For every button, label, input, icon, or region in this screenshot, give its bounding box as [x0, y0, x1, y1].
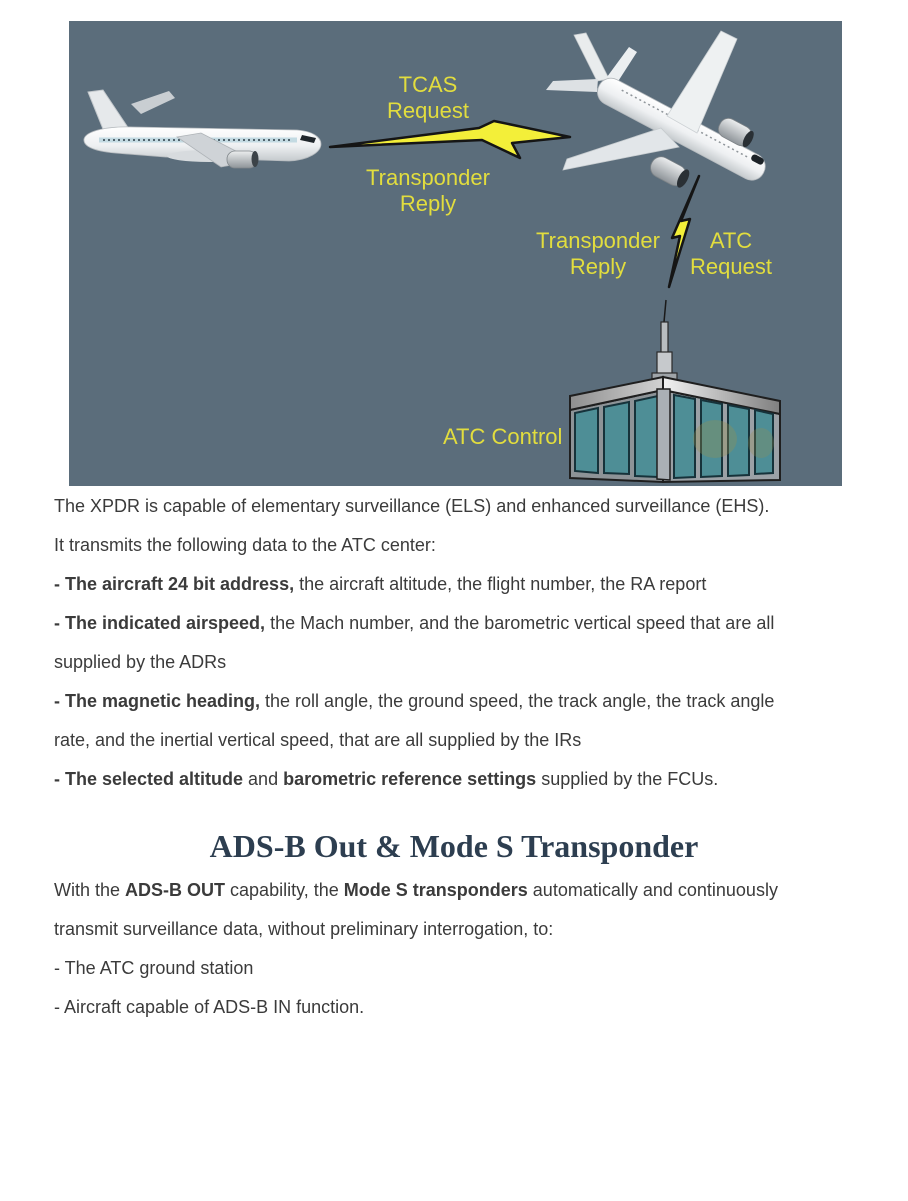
text-segment: supplied by the ADRs — [54, 652, 227, 672]
text-segment: The XPDR is capable of elementary surveillance (ELS) and enhanced surveillance (EHS). — [54, 496, 770, 516]
text-segment: capability, the — [225, 880, 344, 900]
label-atc-request-line1: ATC — [709, 228, 753, 253]
bold-text-segment: - The indicated airspeed, — [54, 613, 266, 633]
section-heading: ADS-B Out & Mode S Transponder — [209, 828, 699, 864]
paragraph-adsb-out — [54, 871, 866, 1027]
text-segment: the roll angle, the ground speed, the track angle, the track angle — [260, 691, 775, 711]
left-aircraft-engine — [227, 151, 259, 168]
label-atc-request-line2: Request — [690, 254, 772, 279]
paragraph-xpdr-surveillance — [54, 487, 866, 799]
text-line — [54, 526, 866, 565]
text-segment: transmit surveillance data, without preliminary interrogation, to: — [54, 919, 554, 939]
text-line — [54, 871, 866, 910]
bold-text-segment: - The magnetic heading, — [54, 691, 261, 711]
text-segment: It transmits the following data to the ATC center: — [54, 535, 436, 555]
text-line — [54, 604, 866, 643]
text-line — [54, 988, 866, 1027]
label-transponder-reply-air-line2: Reply — [399, 191, 457, 216]
bold-text-segment: Mode S transponders — [343, 880, 528, 900]
text-segment: supplied by the FCUs. — [536, 769, 719, 789]
text-segment: automatically and continuously — [527, 880, 778, 900]
text-line — [54, 949, 866, 988]
label-tcas-request-line2: Request — [387, 98, 469, 123]
label-transponder-reply-air-line1: Transponder — [366, 165, 490, 190]
text-line — [54, 487, 866, 526]
label-tcas-request-line1: TCAS — [398, 72, 458, 97]
text-segment: and — [243, 769, 284, 789]
text-segment: the Mach number, and the barometric vertical speed that are all — [265, 613, 775, 633]
text-segment: rate, and the inertial vertical speed, that are all supplied by the IRs — [54, 730, 582, 750]
surveillance-diagram — [69, 21, 842, 486]
text-line — [54, 682, 866, 721]
text-line — [54, 760, 866, 799]
text-segment: With the — [54, 880, 126, 900]
bold-text-segment: - The aircraft 24 bit address, — [54, 574, 295, 594]
label-atc-control: ATC Control — [443, 424, 563, 449]
text-segment: - The ATC ground station — [54, 958, 254, 978]
label-transponder-reply-ground-line1: Transponder — [536, 228, 660, 253]
text-line — [54, 643, 866, 682]
text-line — [54, 565, 866, 604]
text-line — [54, 721, 866, 760]
text-line — [54, 910, 866, 949]
label-transponder-reply-ground-line2: Reply — [569, 254, 627, 279]
bold-text-segment: ADS-B OUT — [125, 880, 226, 900]
bold-text-segment: - The selected altitude — [54, 769, 244, 789]
text-segment: - Aircraft capable of ADS-B IN function. — [54, 997, 365, 1017]
text-segment: the aircraft altitude, the flight number, the RA report — [294, 574, 707, 594]
bold-text-segment: barometric reference settings — [283, 769, 537, 789]
